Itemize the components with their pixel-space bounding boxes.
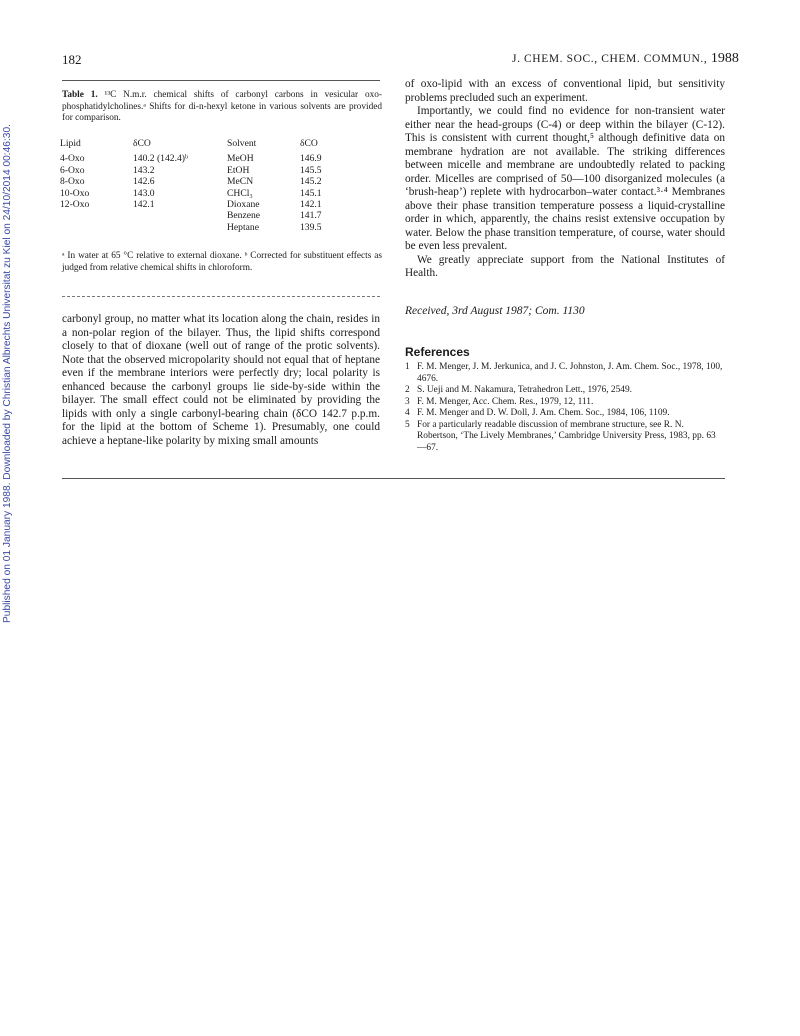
table-caption-text: ¹³C N.m.r. chemical shifts of carbonyl carbons in vesicular oxo-phosphatidylcholines.ᵃ Shifts for di-n-hexyl ketone in various solvents are provided for comparison.	[62, 90, 382, 123]
table-cell: 139.5	[300, 221, 322, 233]
table-cell: 143.0	[133, 187, 155, 199]
table-cell: 142.1	[300, 199, 322, 211]
received-date: Received, 3rd August 1987; Com. 1130	[405, 305, 585, 317]
reference-item	[405, 397, 725, 409]
journal-header	[512, 51, 739, 67]
left-column-text	[62, 313, 380, 448]
table-cell: Dioxane	[227, 199, 260, 211]
reference-text: For a particularly readable discussion of membrane structure, see R. N. Robertson, ‘The Lively Membranes,’ Cambridge University Press, 1983, pp. 63—67.	[417, 419, 716, 453]
table-cell: 145.1	[300, 187, 322, 199]
reference-number: 5	[405, 419, 410, 430]
table-cell: CHCl₃	[227, 187, 253, 199]
journal-name: J. CHEM. SOC., CHEM. COMMUN.,	[512, 53, 708, 65]
reference-number: 1	[405, 362, 410, 372]
reference-number: 2	[405, 385, 410, 395]
page-number: 182	[62, 52, 82, 67]
table-cell: 143.2	[133, 164, 155, 176]
body-paragraph: carbonyl group, no matter what its location along the chain, resides in a non-polar region of the bilayer. Thus, the lipid shifts correspond closely to that of dioxane (well out of range of the protic solvents). Note that the observed micropolarity should not equal that of heptane even if the membrane interiors were perfectly dry; local polarity is enhanced because the carbonyl groups lie side-by-side within the bilayer. The small effect could not be eliminated by providing the lipids with only a single carbonyl-bearing chain (δCO 142.7 p.p.m. for the lipid at the bottom of Scheme 1). Presumably, one could achieve a heptane-like polarity by mixing small amounts	[62, 313, 380, 447]
page-bottom-rule	[62, 478, 725, 479]
reference-text: F. M. Menger, J. M. Jerkunica, and J. C. Johnston, J. Am. Chem. Soc., 1978, 100, 4676.	[417, 362, 723, 384]
col-header-shift-solvent: δCO	[300, 138, 318, 149]
reference-item	[405, 420, 725, 455]
table-cell	[60, 210, 133, 221]
table-row	[60, 176, 360, 187]
reference-item	[405, 385, 725, 397]
table-cell: 145.2	[300, 176, 322, 188]
table-cell: 142.1	[133, 199, 155, 211]
nmr-shift-table	[60, 138, 360, 233]
download-watermark: Published on 01 January 1988. Downloaded by Christian Albrechts Universitat zu Kiel on 24/10/2014 00:46:30.	[2, 124, 13, 623]
table-cell: 145.5	[300, 164, 322, 176]
table-cell: 8-Oxo	[60, 176, 85, 188]
table-cell: MeOH	[227, 153, 254, 165]
table-header-row	[60, 138, 360, 153]
table-cell: 12-Oxo	[60, 199, 90, 211]
reference-number: 4	[405, 408, 410, 418]
references-list	[405, 362, 725, 454]
reference-text: F. M. Menger, Acc. Chem. Res., 1979, 12, 111.	[417, 396, 594, 407]
col-header-solvent: Solvent	[227, 138, 257, 149]
reference-item	[405, 408, 725, 420]
body-paragraph: of oxo-lipid with an excess of conventional lipid, but sensitivity problems precluded such an experiment.	[405, 78, 725, 104]
table-cell: Heptane	[227, 221, 259, 233]
reference-text: F. M. Menger and D. W. Doll, J. Am. Chem. Soc., 1984, 106, 1109.	[417, 408, 670, 418]
table-cell: 10-Oxo	[60, 187, 90, 199]
table-bottom-rule	[62, 296, 380, 297]
table-cell: 6-Oxo	[60, 164, 85, 176]
references-heading: References	[405, 345, 470, 359]
acknowledgement: We greatly appreciate support from the National Institutes of Health.	[405, 253, 725, 279]
table-cell: EtOH	[227, 164, 250, 176]
journal-year: 1988	[710, 51, 739, 66]
table-cell: 141.7	[300, 210, 322, 222]
reference-item	[405, 362, 725, 385]
table-cell: 146.9	[300, 153, 322, 165]
table-top-rule	[62, 80, 380, 81]
table-row	[60, 222, 360, 233]
right-column-text	[405, 78, 725, 281]
table-cell	[133, 222, 227, 233]
table-cell: 140.2 (142.4)ᵇ	[133, 153, 188, 165]
reference-number: 3	[405, 396, 410, 407]
col-header-lipid: Lipid	[60, 138, 81, 149]
table-row	[60, 165, 360, 176]
table-cell: 4-Oxo	[60, 153, 85, 165]
table-row	[60, 153, 360, 164]
table-footnote: ᵃ In water at 65 °C relative to external dioxane. ᵇ Corrected for substituent effects as judged from relative chemical shifts in chloroform.	[62, 251, 382, 273]
body-paragraph: Importantly, we could find no evidence for non-transient water either near the head-groups (C-4) or deep within the bilayer (C-12). This is consistent with current thought,⁵ although definitive data on membrane hydration are not available. The striking differences between micelle and membrane are undoubtedly related to packing order. Micelles are comprised of 50—100 disorganized molecules (a ‘brush-heap’) replete with hydrocarbon–water contact.³·⁴ Membranes above their phase transition temperature possess a liquid-crystalline order in which, apparently, the chains resist extensive occupation by water. Below the phase transition temperature, of course, water should be even less prevalent.	[405, 105, 725, 252]
table-row	[60, 210, 360, 221]
table-cell: MeCN	[227, 176, 254, 188]
table-row	[60, 188, 360, 199]
reference-text: S. Ueji and M. Nakamura, Tetrahedron Lett., 1976, 2549.	[417, 385, 633, 395]
table-cell	[133, 210, 227, 221]
table-row	[60, 199, 360, 210]
col-header-shift-lipid: δCO	[133, 138, 151, 149]
table-cell	[60, 222, 133, 233]
table-cell: Benzene	[227, 210, 261, 222]
table-cell: 142.6	[133, 176, 155, 188]
table-caption	[62, 90, 382, 125]
table-caption-label: Table 1.	[62, 90, 98, 100]
